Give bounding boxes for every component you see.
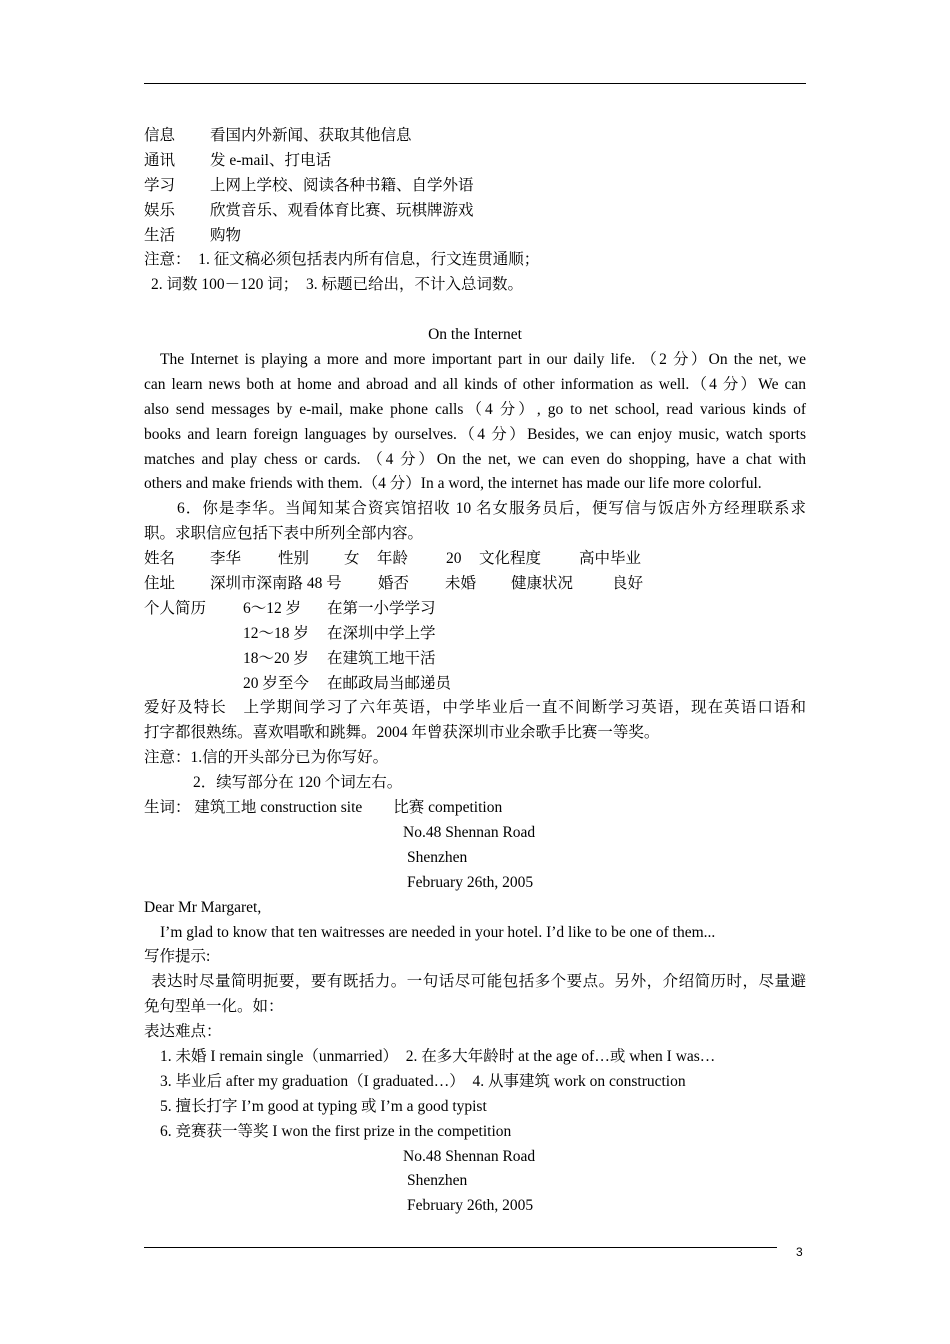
note1-line1: 注意： 1. 征文稿必须包括表内所有信息，行文连贯通顺； [144,251,540,269]
vocab-line: 生词： 建筑工地 construction site 比赛 competition [144,799,503,817]
difficulty-item: 3. 毕业后 after my graduation（I graduated…） 4. 从事建筑 work on construction [160,1072,686,1090]
table1-row: 娱乐 欣赏音乐、观看体育比赛、玩棋牌游戏 [144,201,474,219]
difficulty-item: 6. 竞赛获一等奖 I won the first prize in the competition [160,1122,512,1140]
difficulty-item: 1. 未婚 I remain single（unmarried） 2. 在多大年龄时 at the age of…或 when I was… [160,1047,716,1065]
essay-line: The Internet is playing a more and more important part in our daily life. （2 分）On the net, we [160,351,806,369]
difficulty-item: 5. 擅长打字 I’m good at typing 或 I’m a good typist [160,1097,487,1115]
essay-line: also send messages by e-mail, make phone calls（4 分）, go to net school, read various kinds of [144,400,806,418]
task6-line1: 6．你是李华。当闻知某合资宾馆招收 10 名女服务员后，便写信与饭店外方经理联系求 [177,500,806,518]
hobby-line1: 爱好及特长 上学期间学习了六年英语，中学毕业后一直不间断学习英语，现在英语口语和 [144,699,806,717]
letter-greeting: Dear Mr Margaret, [144,898,262,916]
table1-row: 生活 购物 [144,226,242,244]
blank-line [144,298,806,323]
tips-line2: 免句型单一化。如： [144,998,284,1016]
info-row-1: 姓名 李华 性别 女 年龄 20 文化程度 高中毕业 [144,550,642,568]
task6-line2: 职。求职信应包括下表中所列全部内容。 [144,525,424,543]
note1-line2: 2. 词数 100－120 词； 3. 标题已给出，不计入总词数。 [151,276,524,294]
difficulties-heading: 表达难点： [144,1023,222,1041]
history-row: 18～20 岁 在建筑工地干活 [243,649,436,667]
tips-heading: 写作提示: [144,948,211,966]
history-label: 个人简历 [144,599,207,617]
document-body [144,124,806,1219]
history-row: 20 岁至今 在邮政局当邮递员 [243,674,452,692]
essay-line: books and learn foreign languages by ourselves.（4 分）Besides, we can enjoy music, watch sports [144,425,806,443]
hobby-line2: 打字都很熟练。喜欢唱歌和跳舞。2004 年曾获深圳市业余歌手比赛一等奖。 [144,724,660,742]
essay-line: matches and play chess or cards. （4 分）On the net, we can even do shopping, have a chat with [144,450,806,468]
letter-opening: I’m glad to know that ten waitresses are needed in your hotel. I’d like to be one of them... [160,923,716,941]
address2-city: Shenzhen [407,1172,468,1190]
history-row: 12～18 岁 在深圳中学上学 [243,624,436,642]
table1-row: 学习 上网上学校、阅读各种书籍、自学外语 [144,176,474,194]
table1-row: 信息 看国内外新闻、获取其他信息 [144,127,412,144]
address1-street: No.48 Shennan Road [403,823,536,841]
address1-city: Shenzhen [407,848,468,866]
essay-line: others and make friends with them.（4 分）In a word, the internet has made our life more colorful. [144,475,762,493]
note2-line2: 2．续写部分在 120 个词左右。 [193,774,403,792]
address2-street: No.48 Shennan Road [403,1147,536,1165]
page-number: 3 [796,1245,803,1259]
tips-line1: 表达时尽量简明扼要，要有既括力。一句话尽可能包括多个要点。另外，介绍简历时，尽量避 [151,973,806,991]
essay-line: can learn news both at home and abroad and all kinds of other information as well.（4 分）We can [144,375,806,393]
address2-date: February 26th, 2005 [407,1197,534,1215]
history-row: 个人简历 6～12 岁 在第一小学学习 [144,597,806,622]
address1-date: February 26th, 2005 [407,873,534,891]
table1-row: 通讯 发 e-mail、打电话 [144,151,331,169]
note2-line1: 注意：1.信的开头部分已为你写好。 [144,749,389,767]
footer-rule [144,1247,777,1248]
essay-title: On the Internet [428,326,522,344]
header-rule [144,83,806,84]
info-row-2: 住址 深圳市深南路 48 号 婚否 未婚 健康状况 良好 [144,575,644,593]
